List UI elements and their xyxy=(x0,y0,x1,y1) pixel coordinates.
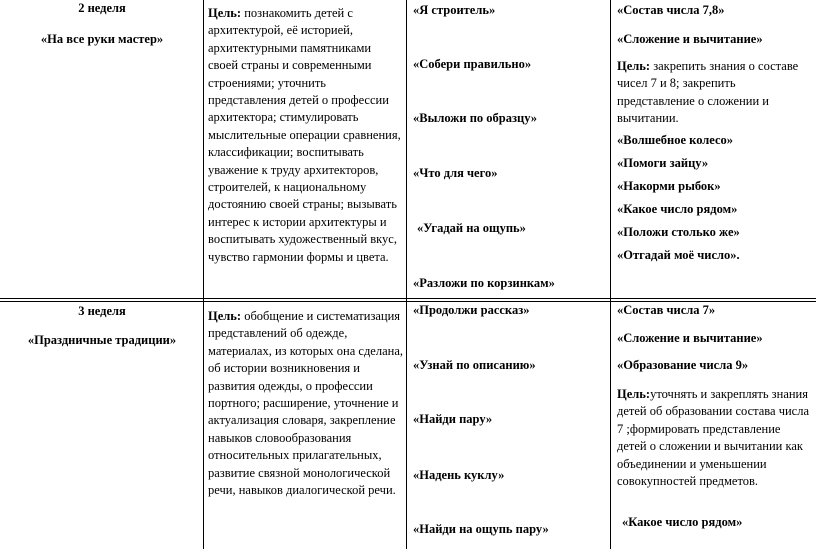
column-divider xyxy=(406,0,407,549)
column-divider xyxy=(610,0,611,549)
math-goal xyxy=(617,58,809,128)
game-item: «Выложи по образцу» xyxy=(413,111,538,125)
row-divider-double xyxy=(0,301,816,302)
math-game-item: «Волшебное колесо» xyxy=(617,133,734,147)
goal-cell xyxy=(208,308,404,499)
math-goal-label: Цель: xyxy=(617,387,651,401)
game-item: «Собери правильно» xyxy=(413,57,532,71)
week-theme: «Праздничные традиции» xyxy=(27,333,177,347)
math-goal-label: Цель: xyxy=(617,59,651,73)
column-divider xyxy=(203,0,204,549)
math-header: «Образование числа 9» xyxy=(617,358,749,372)
goal-label: Цель: xyxy=(208,6,242,20)
math-header: «Состав числа 7» xyxy=(617,303,716,317)
math-game-item: «Отгадай моё число». xyxy=(617,248,740,262)
math-game-item: «Положи столько же» xyxy=(617,225,740,239)
game-item: «Найди пару» xyxy=(413,412,493,426)
game-item: «Найди на ощупь пару» xyxy=(413,522,549,536)
math-header: «Сложение и вычитание» xyxy=(617,331,763,345)
math-goal-text: уточнять и закреплять знания детей об образовании состава числа 7 ;формировать представление детей о сложении и вычитании как объединении и уменьшении совокупностей предметов. xyxy=(617,387,810,489)
game-item: «Надень куклу» xyxy=(413,468,505,482)
math-goal-text: закрепить знания о составе чисел 7 и 8; закрепить представление о сложении и вычитании. xyxy=(617,59,799,126)
game-item: «Я строитель» xyxy=(413,3,496,17)
math-game-item: «Какое число рядом» xyxy=(622,515,743,529)
week-label: 3 неделя xyxy=(78,304,126,318)
game-item: «Разложи по корзинкам» xyxy=(413,276,555,290)
math-game-item: «Накорми рыбок» xyxy=(617,179,721,193)
week-cell xyxy=(4,0,200,48)
game-item: «Что для чего» xyxy=(413,166,498,180)
week-theme: «На все руки мастер» xyxy=(40,32,164,46)
math-game-item: «Какое число рядом» xyxy=(617,202,738,216)
week-label: 2 неделя xyxy=(78,1,126,15)
goal-label: Цель: xyxy=(208,309,242,323)
goal-text: обобщение и систематизация представлений об одежде, материалах, из которых она сделана, об истории возникновения и развития одежды, о профессии портного; расширение, уточнение и актуализация словаря, закрепление навыков словообразования относительных прилагательных, развитие связной монологической речи, навыков диалогической речи. xyxy=(208,309,404,498)
math-game-item: «Помоги зайцу» xyxy=(617,156,709,170)
math-header: «Состав числа 7,8» xyxy=(617,3,725,17)
math-goal xyxy=(617,386,809,490)
game-item: «Узнай по описанию» xyxy=(413,358,536,372)
game-item: «Угадай на ощупь» xyxy=(417,221,526,235)
game-item: «Продолжи рассказ» xyxy=(413,303,530,317)
week-cell xyxy=(4,303,200,349)
goal-text: познакомить детей с архитектурой, её историей, архитектурными памятниками своей страны и современными строениями; уточнить представления детей о профессии архитектора; стимулировать мыслительные операции сравнения, классификации; воспитывать уважение к труду архитекторов, строителей, к национальному достоянию своей страны; вызывать интерес к истории архитектуры и воспитывать художественный вкус, чувство гармонии формы и цвета. xyxy=(208,6,401,264)
math-header: «Сложение и вычитание» xyxy=(617,32,763,46)
goal-cell xyxy=(208,5,404,266)
row-divider xyxy=(0,298,816,299)
